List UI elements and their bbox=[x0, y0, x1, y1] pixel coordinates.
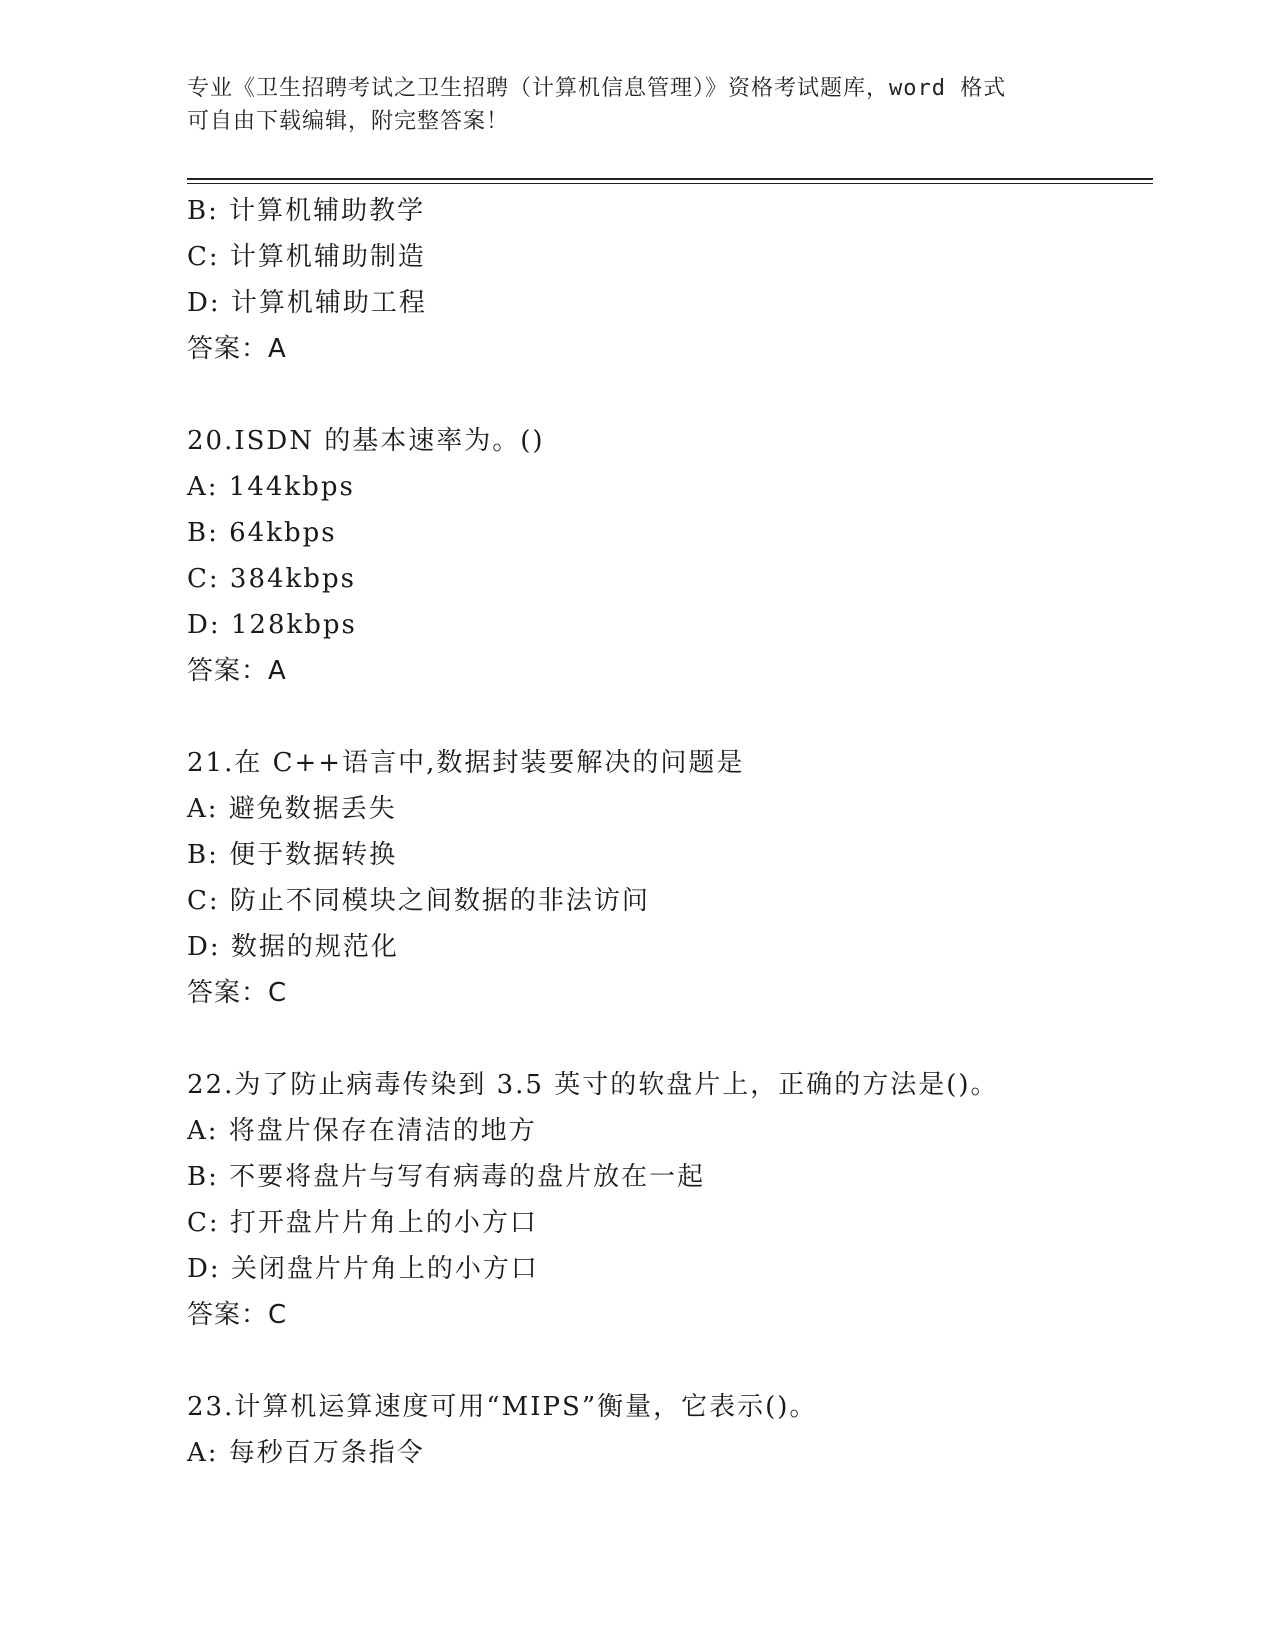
question-21 bbox=[187, 740, 1147, 1016]
option-a: A: 将盘片保存在清洁的地方 bbox=[187, 1116, 537, 1146]
option-d: D: 关闭盘片片角上的小方口 bbox=[187, 1254, 539, 1284]
answer-line: 答案：A bbox=[187, 656, 287, 686]
spacer bbox=[187, 372, 1147, 418]
question-20 bbox=[187, 418, 1147, 694]
spacer bbox=[187, 1016, 1147, 1062]
header-line-1: 专业《卫生招聘考试之卫生招聘（计算机信息管理）》资格考试题库，word 格式 bbox=[187, 76, 1007, 101]
option-b: B: 64kbps bbox=[187, 518, 337, 548]
option-b: B: 不要将盘片与写有病毒的盘片放在一起 bbox=[187, 1162, 706, 1192]
option-d: D: 128kbps bbox=[187, 610, 357, 640]
question-23 bbox=[187, 1384, 1147, 1476]
option-a: A: 144kbps bbox=[187, 472, 355, 502]
question-22 bbox=[187, 1062, 1147, 1338]
option-b: B: 便于数据转换 bbox=[187, 840, 398, 870]
option-c: C: 防止不同模块之间数据的非法访问 bbox=[187, 886, 650, 916]
option-c: C: 打开盘片片角上的小方口 bbox=[187, 1208, 538, 1238]
question-content bbox=[187, 188, 1147, 1476]
option-d: D: 计算机辅助工程 bbox=[187, 288, 427, 318]
header-divider-thin bbox=[187, 183, 1153, 184]
answer-line: 答案：A bbox=[187, 334, 287, 364]
option-d: D: 数据的规范化 bbox=[187, 932, 399, 962]
spacer bbox=[187, 694, 1147, 740]
question-title: 22.为了防止病毒传染到 3.5 英寸的软盘片上，正确的方法是()。 bbox=[187, 1070, 999, 1100]
answer-line: 答案：C bbox=[187, 978, 288, 1008]
header-line-2: 可自由下载编辑，附完整答案！ bbox=[187, 109, 510, 134]
question-title: 21.在 C++语言中,数据封装要解决的问题是 bbox=[187, 748, 745, 778]
header-divider-thick bbox=[187, 178, 1153, 180]
option-c: C: 384kbps bbox=[187, 564, 356, 594]
option-b: B: 计算机辅助教学 bbox=[187, 196, 426, 226]
question-19-continued bbox=[187, 188, 1147, 372]
option-a: A: 每秒百万条指令 bbox=[187, 1438, 425, 1468]
document-header bbox=[187, 72, 1087, 138]
question-title: 23.计算机运算速度可用“MIPS”衡量，它表示()。 bbox=[187, 1392, 818, 1422]
option-a: A: 避免数据丢失 bbox=[187, 794, 397, 824]
spacer bbox=[187, 1338, 1147, 1384]
question-title: 20.ISDN 的基本速率为。() bbox=[187, 426, 545, 456]
answer-line: 答案：C bbox=[187, 1300, 288, 1330]
option-c: C: 计算机辅助制造 bbox=[187, 242, 426, 272]
